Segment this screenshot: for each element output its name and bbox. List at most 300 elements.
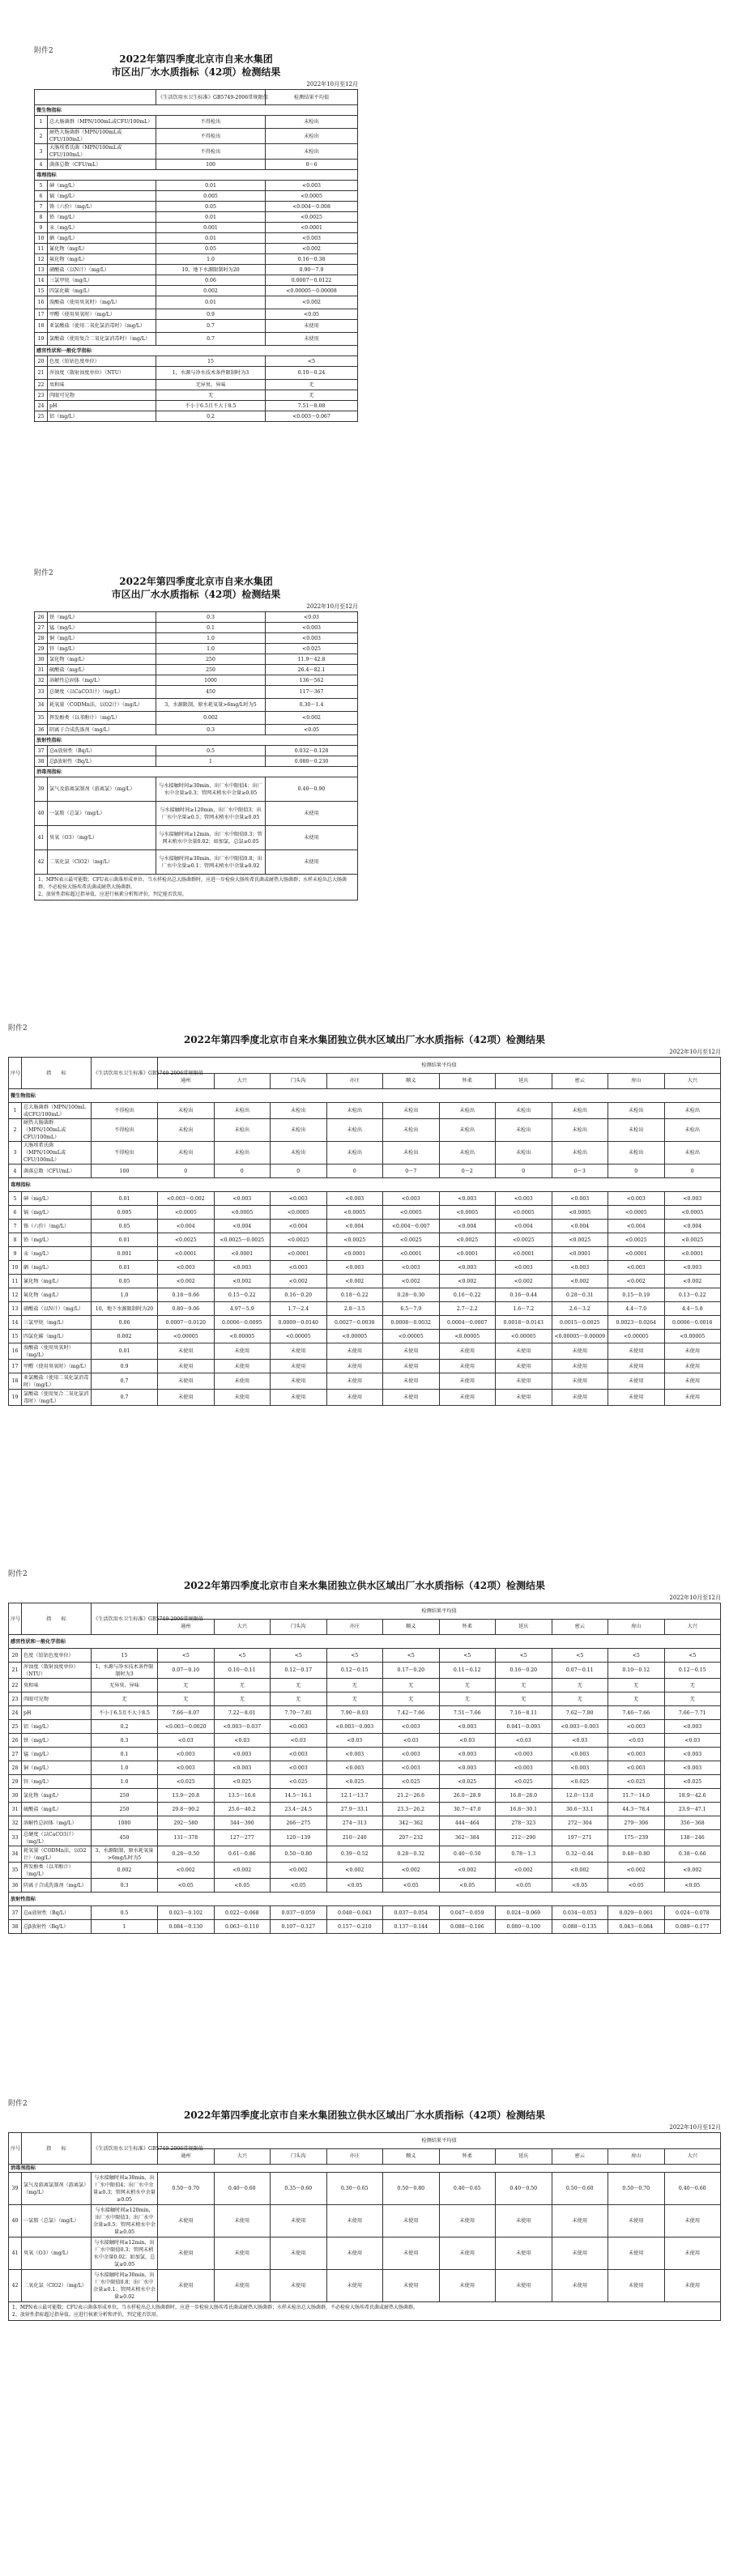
table-row (9, 1390, 721, 1406)
row-number: 17 (9, 1360, 22, 1373)
result-value: <0.00005 (496, 1330, 552, 1343)
header-limit: 《生活饮用水卫生标准》GB5749-2006常规限值 (92, 1603, 158, 1635)
table-row (9, 1863, 721, 1879)
result-value: 7.70～7.81 (271, 1706, 327, 1720)
result-value: 未使用 (608, 1343, 665, 1360)
row-number: 22 (35, 380, 48, 390)
result-value: 未使用 (664, 1373, 721, 1390)
header-district: 密云 (552, 2148, 608, 2165)
result-value: 未检出 (439, 1142, 496, 1165)
result-value: <0.0001 (439, 1247, 496, 1261)
header-district: 怀柔 (439, 2148, 496, 2165)
header-district: 亦庄 (326, 1073, 383, 1089)
header-district: 门头沟 (271, 1073, 327, 1089)
page-4 (8, 1568, 721, 1934)
indicator-name: 锌（mg/L） (48, 644, 156, 654)
header-result: 检测结果平均值 (158, 1603, 721, 1620)
result-value: 无 (496, 1692, 552, 1706)
standard-limit: 0.01 (156, 296, 266, 309)
result-value: <0.003 (214, 1261, 271, 1275)
result-value: 未使用 (158, 2238, 215, 2270)
row-number: 6 (9, 1206, 22, 1220)
result-value: <0.004 (271, 1220, 327, 1233)
result-value: 未使用 (608, 1390, 665, 1406)
result-value: 0.16～0.44 (496, 1288, 552, 1302)
result-value: 未使用 (439, 1373, 496, 1390)
result-value: 未使用 (266, 320, 358, 333)
result-value: 未使用 (664, 1360, 721, 1373)
result-value: 210～240 (326, 1830, 383, 1846)
result-value: 0.10～0.11 (214, 1663, 271, 1679)
indicator-name: 铜（mg/L） (48, 633, 156, 644)
result-value: 272～304 (552, 1816, 608, 1830)
standard-limit: 100 (156, 160, 266, 170)
indicator-name: 阴离子合成洗涤剂（mg/L） (22, 1879, 92, 1893)
result-value: <5 (552, 1649, 608, 1663)
indicator-name: 一氯胺（总氯）（mg/L） (22, 2205, 92, 2238)
table-row (35, 202, 358, 212)
standard-limit: 不得检出 (156, 129, 266, 144)
header-district: 通州 (158, 1619, 215, 1635)
indicator-name: 铁（mg/L） (22, 1734, 92, 1748)
result-value: 无 (552, 1692, 608, 1706)
result-value: 未检出 (552, 1142, 608, 1165)
result-value: 0.50～0.80 (383, 2173, 440, 2205)
table-row (9, 1920, 721, 1934)
indicator-name: 溶解性总固体（mg/L） (22, 1816, 92, 1830)
header-district: 大兴 (214, 1619, 271, 1635)
result-value: <0.03 (158, 1734, 215, 1748)
header-district: 延庆 (496, 1073, 552, 1089)
result-value: 无 (214, 1679, 271, 1692)
result-value: 未使用 (664, 1343, 721, 1360)
header-indicator (35, 90, 156, 105)
indicator-name: 臭和味 (48, 380, 156, 390)
result-value: <0.003～0.067 (266, 411, 358, 422)
result-value: <0.003 (439, 1720, 496, 1734)
table-row (35, 725, 358, 735)
result-value: 0.28～0.50 (158, 1846, 215, 1863)
result-value: 0.12～0.15 (326, 1663, 383, 1679)
result-value: 0.037～0.054 (383, 1906, 440, 1920)
standard-limit: 0.1 (92, 1748, 158, 1761)
result-value: 0 (271, 1165, 327, 1178)
indicator-name: 总α放射性（Bq/L） (48, 746, 156, 756)
table-row (35, 686, 358, 699)
indicator-name: 铅（mg/L） (48, 212, 156, 223)
result-value: 175～239 (608, 1830, 665, 1846)
standard-limit: 0.01 (156, 181, 266, 191)
indicator-name: 大肠埃希氏菌（MPN/100mL或CFU/100mL） (22, 1142, 92, 1165)
result-value: 未使用 (326, 1343, 383, 1360)
result-value: 7.66～7.71 (664, 1706, 721, 1720)
result-value: 未使用 (214, 2205, 271, 2238)
result-value: <0.002 (383, 1275, 440, 1288)
standard-limit: 0.06 (156, 275, 266, 286)
result-value: 未使用 (439, 1360, 496, 1373)
result-value: <0.00005 (271, 1330, 327, 1343)
indicator-name: pH (22, 1706, 92, 1720)
standard-limit: 与水接触时间≥120min，出厂水中限值3；出厂水中余量≥0.5；管网末梢水中余量≥0.05 (156, 802, 266, 826)
row-number: 35 (35, 712, 48, 725)
header-district: 通州 (158, 2148, 215, 2165)
result-value: <0.002 (266, 244, 358, 254)
standard-limit: 0.06 (92, 1316, 158, 1330)
section-title: 消毒剂指标 (9, 2165, 721, 2173)
row-number: 29 (35, 644, 48, 654)
result-value: 未使用 (552, 1360, 608, 1373)
result-value: <0.0001 (552, 1247, 608, 1261)
result-value: <0.003 (326, 1192, 383, 1206)
result-value: <0.05 (608, 1879, 665, 1893)
result-value: 0.041～0.093 (496, 1720, 552, 1734)
result-value: 0.037～0.059 (271, 1906, 327, 1920)
table-row (9, 1247, 721, 1261)
result-value: <0.002 (326, 1863, 383, 1879)
header-result: 检测结果平均值 (158, 2133, 721, 2149)
result-value: <0.003 (383, 1261, 440, 1275)
note-2: 2、放射性指标超过指导值，应进行核素分析和评价，判定能否饮用。 (38, 892, 187, 897)
standard-limit: 0.2 (156, 411, 266, 422)
result-value: 0.024～0.078 (664, 1906, 721, 1920)
indicator-name: 汞（mg/L） (48, 223, 156, 233)
result-value: 未使用 (266, 802, 358, 826)
result-value: <0.025 (383, 1775, 440, 1789)
result-value: <0.002 (266, 712, 358, 725)
standard-limit: 1 (156, 756, 266, 767)
result-value: 未使用 (271, 2238, 327, 2270)
result-value: 未使用 (271, 1343, 327, 1360)
result-value: 1.7～2.4 (271, 1302, 327, 1316)
row-number: 35 (9, 1863, 22, 1879)
standard-limit: 无 (92, 1692, 158, 1706)
table-row (35, 675, 358, 686)
result-value: 0.10～0.24 (266, 367, 358, 380)
standard-limit: 与水接触时间≥30min，出厂水中限值4；出厂水中余量≥0.3；管网末梢水中余量≥0.05 (156, 777, 266, 802)
result-value: 11.9～42.8 (266, 654, 358, 665)
result-value: <0.05 (214, 1879, 271, 1893)
indicator-name: 硫酸盐（mg/L） (48, 665, 156, 675)
result-value: 未检出 (158, 1119, 215, 1142)
result-value: <0.003 (664, 1761, 721, 1775)
table-row (9, 1261, 721, 1275)
header-district: 房山 (608, 1073, 665, 1089)
result-value: <0.0005 (266, 191, 358, 202)
row-number: 40 (35, 802, 48, 826)
row-number: 26 (35, 612, 48, 623)
result-value: 120～139 (271, 1830, 327, 1846)
table-row (35, 411, 358, 422)
result-value: <0.0005 (158, 1206, 215, 1220)
result-value: 0.10～0.12 (608, 1663, 665, 1679)
result-value: 0.15～0.19 (608, 1288, 665, 1302)
indicator-name: 硒（mg/L） (48, 233, 156, 244)
standard-limit: 0.9 (92, 1360, 158, 1373)
result-value: 未使用 (608, 1360, 665, 1373)
result-value: <0.004 (496, 1220, 552, 1233)
table-row (35, 129, 358, 144)
result-value: 未使用 (214, 2238, 271, 2270)
result-value: <0.0001 (608, 1247, 665, 1261)
result-value: <5 (158, 1649, 215, 1663)
row-number: 42 (35, 850, 48, 875)
page-title-line-2: 市区出厂水水质指标（42项）检测结果 (111, 589, 281, 600)
row-number: 8 (9, 1233, 22, 1247)
result-value: 未使用 (439, 2270, 496, 2302)
header-no: 序号 (9, 1058, 22, 1089)
table-row (9, 1343, 721, 1360)
result-value: 0.17～0.20 (383, 1663, 440, 1679)
note-1: 1、MPN表示最可能数；CFU表示菌落形成单位。当水样检出总大肠菌群时，应进一步检验大肠埃希氏菌或耐热大肠菌群；水样未检出总大肠菌群，不必检验大肠埃希氏菌或耐热大肠菌群。 (12, 2305, 419, 2310)
result-value: <0.00005 (664, 1330, 721, 1343)
result-value: 未使用 (266, 850, 358, 875)
result-value: <0.002 (608, 1863, 665, 1879)
table-row (9, 1288, 721, 1302)
indicator-name: 硫酸盐（mg/L） (22, 1803, 92, 1816)
result-value: 0.50～0.80 (271, 1846, 327, 1863)
header-district: 亦庄 (326, 1619, 383, 1635)
row-number: 6 (35, 191, 48, 202)
header-no: 序号 (9, 2133, 22, 2165)
table-row (35, 244, 358, 254)
result-value: 0.12～0.15 (664, 1663, 721, 1679)
page-3 (8, 1022, 721, 1406)
result-value: 0.32～0.44 (552, 1846, 608, 1863)
result-value: 0.0007～0.0120 (158, 1316, 215, 1330)
result-value: <0.0005 (552, 1206, 608, 1220)
indicator-name: 臭和味 (22, 1679, 92, 1692)
result-value: 0.50～0.60 (552, 2173, 608, 2205)
result-value: <0.004 (552, 1220, 608, 1233)
table-row (35, 644, 358, 654)
result-value: <0.025 (326, 1775, 383, 1789)
result-value: 356～368 (664, 1816, 721, 1830)
result-value: <0.03 (608, 1734, 665, 1748)
result-value: <0.05 (271, 1879, 327, 1893)
result-value: 未使用 (383, 1343, 440, 1360)
result-value: 未使用 (552, 1373, 608, 1390)
section-row (9, 1089, 721, 1103)
indicator-name: 锰（mg/L） (22, 1748, 92, 1761)
row-number: 27 (35, 623, 48, 633)
result-value: <0.004 (664, 1220, 721, 1233)
result-value: 0.034～0.053 (552, 1906, 608, 1920)
result-value: <0.003 (439, 1261, 496, 1275)
result-value: <0.0001 (664, 1247, 721, 1261)
result-value: 未检出 (266, 116, 358, 129)
indicator-name: 氯化物（mg/L） (22, 1789, 92, 1803)
result-value: <0.0001 (383, 1247, 440, 1261)
standard-limit: 0.01 (92, 1233, 158, 1247)
result-value: <0.03 (266, 612, 358, 623)
table-row (35, 116, 358, 129)
indicator-name: 锌（mg/L） (22, 1775, 92, 1789)
standard-limit: 1000 (92, 1816, 158, 1830)
indicator-name: 一氯胺（总氯）（mg/L） (48, 802, 156, 826)
result-value: 0.13～0.22 (664, 1288, 721, 1302)
result-value: 0.48～0.80 (608, 1846, 665, 1863)
indicator-name: 铝（mg/L） (48, 411, 156, 422)
result-value: 未使用 (439, 1343, 496, 1360)
header-limit: 《生活饮用水卫生标准》GB5749-2006常规限值 (92, 1058, 158, 1089)
result-value: 未检出 (496, 1103, 552, 1119)
result-value: <0.003 (266, 633, 358, 644)
result-value: 18.9～42.6 (664, 1789, 721, 1803)
standard-limit: 不小于6.5且不大于8.5 (156, 401, 266, 411)
result-value: <0.03 (326, 1734, 383, 1748)
header-district: 大兴 (664, 1073, 721, 1089)
result-value: 0.50～0.70 (158, 2173, 215, 2205)
result-value: 未使用 (552, 2205, 608, 2238)
row-number: 4 (35, 160, 48, 170)
result-value: 0 (608, 1165, 665, 1178)
result-value: 7.62～7.80 (552, 1706, 608, 1720)
result-value: 未检出 (496, 1119, 552, 1142)
header-district: 顺义 (383, 2148, 440, 2165)
result-value: 0.047～0.059 (439, 1906, 496, 1920)
result-value: <0.025 (552, 1775, 608, 1789)
result-value: 未检出 (664, 1142, 721, 1165)
result-value: <0.025 (496, 1775, 552, 1789)
result-value: <0.0025 (158, 1233, 215, 1247)
result-value: <5 (266, 356, 358, 367)
result-value: 无 (664, 1692, 721, 1706)
result-value: <0.003 (552, 1748, 608, 1761)
table-row (9, 1761, 721, 1775)
row-number: 32 (35, 675, 48, 686)
result-value: 21.2～26.6 (383, 1789, 440, 1803)
row-number: 1 (35, 116, 48, 129)
result-value: 未使用 (439, 2238, 496, 2270)
row-number: 7 (35, 202, 48, 212)
result-value: 0～3 (552, 1165, 608, 1178)
indicator-name: 溴酸盐（使用臭氧时）（mg/L） (22, 1343, 92, 1360)
result-value: 0.28～0.32 (383, 1846, 440, 1863)
result-value: 未检出 (439, 1103, 496, 1119)
standard-limit: 0.05 (92, 1275, 158, 1288)
result-value: 7.51～8.08 (266, 401, 358, 411)
indicator-name: 铬（六价）（mg/L） (22, 1220, 92, 1233)
result-value: 0.022～0.068 (214, 1906, 271, 1920)
result-value: <0.0005 (214, 1206, 271, 1220)
result-value: <0.03 (496, 1734, 552, 1748)
row-number: 3 (9, 1142, 22, 1165)
table-row (9, 2173, 721, 2205)
result-value: <0.003 (439, 1192, 496, 1206)
result-value: <0.025 (664, 1775, 721, 1789)
row-number: 36 (35, 725, 48, 735)
result-value: 未检出 (664, 1103, 721, 1119)
result-value: 未检出 (552, 1103, 608, 1119)
result-value: 0.90～7.9 (266, 265, 358, 275)
results-table (8, 1057, 721, 1406)
results-table (34, 611, 358, 901)
result-value: <0.004 (214, 1220, 271, 1233)
row-number: 25 (9, 1720, 22, 1734)
standard-limit: 0.05 (92, 1220, 158, 1233)
result-value: <0.003 (326, 1761, 383, 1775)
result-value: 无 (326, 1679, 383, 1692)
indicator-name: 锰（mg/L） (48, 623, 156, 633)
result-value: 未使用 (326, 1373, 383, 1390)
result-value: <0.03 (552, 1734, 608, 1748)
result-value: 2.6～3.2 (552, 1302, 608, 1316)
table-row (9, 1316, 721, 1330)
result-value: <0.003 (608, 1761, 665, 1775)
result-value: <0.05 (439, 1879, 496, 1893)
standard-limit: 0.01 (92, 1343, 158, 1360)
result-value: 26.0～28.9 (439, 1789, 496, 1803)
indicator-name: 臭氧（O3）（mg/L） (48, 826, 156, 850)
result-value: 未使用 (496, 1390, 552, 1406)
result-value: 13.9～20.8 (158, 1789, 215, 1803)
result-value: <0.003 (496, 1261, 552, 1275)
result-value: 未使用 (271, 1360, 327, 1373)
indicator-name: 二氧化氯（ClO2）（mg/L） (48, 850, 156, 875)
result-value: <0.003 (552, 1761, 608, 1775)
row-number: 19 (35, 333, 48, 346)
table-row (9, 1663, 721, 1679)
result-value: 未使用 (383, 2205, 440, 2238)
row-number: 41 (9, 2238, 22, 2270)
header-district: 密云 (552, 1073, 608, 1089)
result-value: <0.025 (158, 1775, 215, 1789)
header-limit: 《生活饮用水卫生标准》GB5749-2006常规限值 (156, 90, 266, 105)
result-value: <0.003 (158, 1748, 215, 1761)
result-value: 0.088～0.135 (552, 1920, 608, 1934)
table-row (35, 309, 358, 320)
indicator-name: 总硬度（以CaCO3计）（mg/L） (22, 1830, 92, 1846)
result-value: 未检出 (383, 1103, 440, 1119)
result-value: <0.0025 (383, 1233, 440, 1247)
header-district: 顺义 (383, 1073, 440, 1089)
row-number: 34 (35, 699, 48, 712)
result-value: 7.90～8.03 (326, 1706, 383, 1720)
result-value: <0.003 (383, 1748, 440, 1761)
result-value: 0.12～0.17 (271, 1663, 327, 1679)
table-row (35, 612, 358, 623)
result-value: <0.003 (271, 1761, 327, 1775)
row-number: 39 (9, 2173, 22, 2205)
indicator-name: 硝酸盐（以N计）（mg/L） (22, 1302, 92, 1316)
result-value: 未使用 (496, 1343, 552, 1360)
result-value: <0.003～0.0020 (158, 1720, 215, 1734)
result-value: <0.002 (271, 1863, 327, 1879)
header-district: 怀柔 (439, 1073, 496, 1089)
result-value: 未使用 (326, 1390, 383, 1406)
table-row (35, 286, 358, 296)
result-value: 11.7～14.0 (608, 1789, 665, 1803)
section-row (35, 346, 358, 356)
result-value: 131～378 (158, 1830, 215, 1846)
indicator-name: 铁（mg/L） (48, 612, 156, 623)
standard-limit: 不得检出 (92, 1103, 158, 1119)
result-value: 0.38～0.66 (664, 1846, 721, 1863)
result-value: 13.5～16.6 (214, 1789, 271, 1803)
indicator-name: 总硬度（以CaCO3计）（mg/L） (48, 686, 156, 699)
result-value: <5 (271, 1649, 327, 1663)
result-value: <0.003 (214, 1748, 271, 1761)
table-row (35, 356, 358, 367)
result-value: <0.002 (214, 1863, 271, 1879)
indicator-name: 氟化物（mg/L） (48, 254, 156, 265)
header-district: 延庆 (496, 2148, 552, 2165)
table-row (35, 212, 358, 223)
result-value: <0.025 (266, 644, 358, 654)
result-value: <0.00005～0.00008 (266, 286, 358, 296)
row-number: 10 (35, 233, 48, 244)
section-title: 感官性状和一般化学指标 (35, 346, 358, 356)
